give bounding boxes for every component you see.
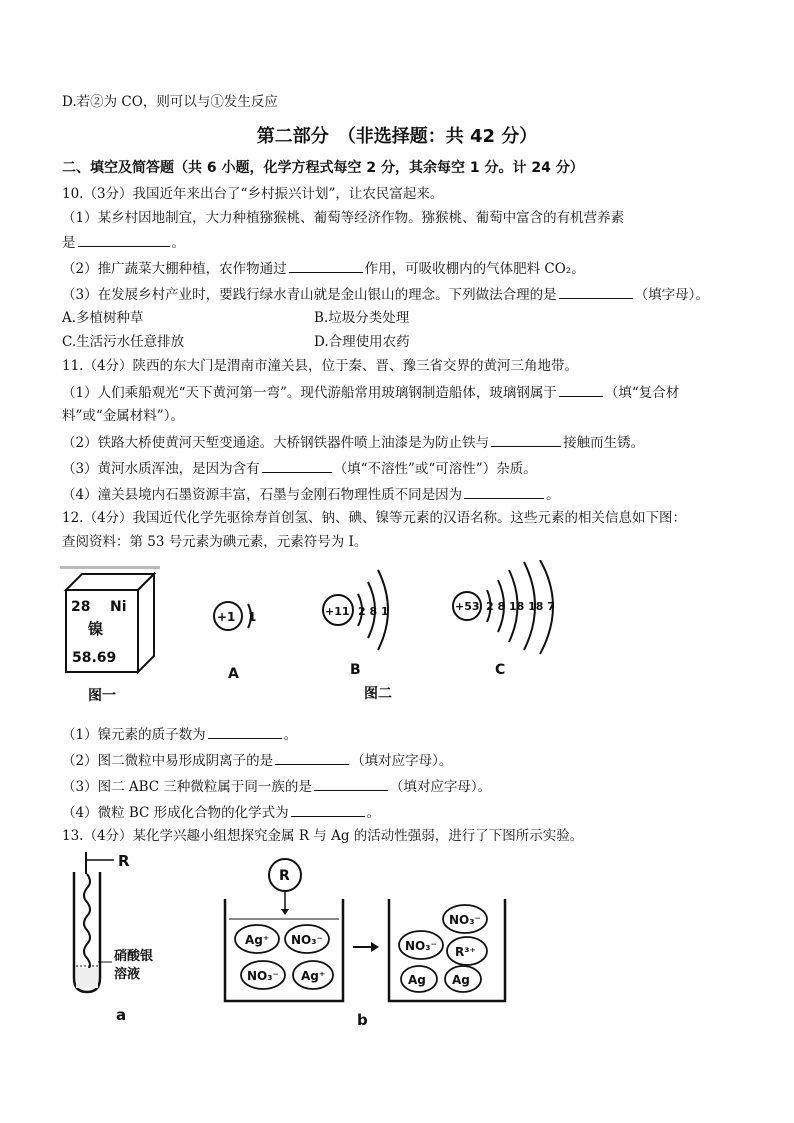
q12-part2-post: （填对应字母）。 xyxy=(351,753,453,769)
q11-part1-line2: 料”或“金属材料”）。 xyxy=(62,408,184,424)
metal-coil xyxy=(84,874,90,970)
q10-part3-post: （填字母）。 xyxy=(634,287,709,303)
q10-part1-line2 xyxy=(62,232,185,253)
element-atomic-number: 28 xyxy=(71,599,91,615)
q12-blank-2[interactable] xyxy=(275,750,349,765)
q10-blank-3[interactable] xyxy=(559,284,633,299)
atom-c-electrons: 2 8 18 18 7 xyxy=(486,600,555,613)
atom-a-label: A xyxy=(228,666,239,682)
part-title: 第二部分 （非选择题：共 42 分） xyxy=(256,126,538,147)
q12-part4-pre: （4）微粒 BC 形成化合物的化学式为 xyxy=(62,805,289,821)
q13-stem: 13.（4分）某化学兴趣小组想探究金属 R 与 Ag 的活动性强弱，进行了下图所示实验。 xyxy=(62,828,584,844)
q12-blank-4[interactable] xyxy=(291,802,365,817)
metal-r-label: R xyxy=(118,852,130,870)
element-name: 镍 xyxy=(88,620,104,638)
q11-part4-post: 。 xyxy=(546,487,560,503)
q12-part4-post: 。 xyxy=(366,805,381,821)
q12-part4 xyxy=(62,802,380,823)
q12-part1-post: 。 xyxy=(283,727,298,743)
q11-part2-pre: （2）铁路大桥使黄河天堑变通途。大桥钢铁器件喷上油漆是为防止铁与 xyxy=(62,435,490,451)
q11-blank-2[interactable] xyxy=(491,432,561,447)
test-tube-figure xyxy=(60,850,180,1030)
q11-blank-4[interactable] xyxy=(464,484,544,499)
ion-no3-4-label: NO₃⁻ xyxy=(405,939,437,953)
q11-part3 xyxy=(62,458,537,479)
q11-part1-pre: （1）人们乘船观光“天下黄河第一弯”。现代游船常用玻璃钢制造船体，玻璃钢属于 xyxy=(62,385,557,401)
tile-side-face xyxy=(138,574,154,672)
q10-part1-line1: （1）某乡村因地制宜，大力种植猕猴桃、葡萄等经济作物。猕猴桃、葡萄中富含的有机营养素 xyxy=(62,210,625,226)
ion-ag-2-label: Ag⁺ xyxy=(301,969,326,983)
ion-no3-1-label: NO₃⁻ xyxy=(291,933,323,947)
q10-options-row1 xyxy=(62,308,410,328)
q10-options-row2 xyxy=(62,332,410,352)
ion-r3-label: R³⁺ xyxy=(455,945,476,959)
figure-a-label: a xyxy=(116,1006,127,1024)
q11-blank-3[interactable] xyxy=(262,458,332,473)
q10-part1-pre: 是 xyxy=(62,235,76,251)
q11-part2-post: 接触而生锈。 xyxy=(563,435,645,451)
element-symbol: Ni xyxy=(110,599,127,615)
drop-arrow-head xyxy=(281,909,289,915)
q10-option-b: B.垃圾分类处理 xyxy=(314,310,410,326)
q12-stem: 12.（4分）我国近代化学先驱徐寿首创氢、钠、碘、镍等元素的汉语名称。这些元素的相关信息如下图： xyxy=(62,510,687,526)
q12-part3-post: （填对应字母）。 xyxy=(389,779,492,795)
atom-a-nucleus-charge: +1 xyxy=(217,610,236,624)
q10-part3-pre: （3）在发展乡村产业时，要践行绿水青山就是金山银山的理念。下列做法合理的是 xyxy=(62,287,557,303)
q10-part2-pre: （2）推广蔬菜大棚种植，农作物通过 xyxy=(62,261,287,277)
silver-atom-2-label: Ag xyxy=(452,973,470,987)
q12-part1-pre: （1）镍元素的质子数为 xyxy=(62,727,206,743)
section-title: 二、填空及简答题（共 6 小题，化学方程式每空 2 分，其余每空 1 分。计 24 分） xyxy=(62,160,584,176)
q11-part4 xyxy=(62,484,560,505)
metal-r-particle-label: R xyxy=(279,868,290,884)
q11-part3-pre: （3）黄河水质浑浊，是因为含有 xyxy=(62,461,260,477)
solution-label-line2: 溶液 xyxy=(114,967,141,982)
q12-part1 xyxy=(62,724,297,745)
solution-label-line1: 硝酸银 xyxy=(114,949,154,964)
element-tile-figure xyxy=(58,566,168,706)
atom-structure-figure xyxy=(190,560,580,710)
q12-part2 xyxy=(62,750,452,771)
q12-part2-pre: （2）图二微粒中易形成阴离子的是 xyxy=(62,753,274,769)
q10-part2 xyxy=(62,258,585,279)
q10-blank-1[interactable] xyxy=(78,232,170,247)
q11-part2 xyxy=(62,432,644,453)
q12-part3 xyxy=(62,776,491,797)
ion-no3-3-label: NO₃⁻ xyxy=(449,913,481,927)
figure-2-label: 图二 xyxy=(364,686,392,702)
atom-c-label: C xyxy=(495,662,506,678)
q10-part3 xyxy=(62,284,709,305)
silver-nitrate-solution xyxy=(76,968,98,988)
atom-b-nucleus-charge: +11 xyxy=(325,605,350,618)
silver-atom-1-label: Ag xyxy=(408,973,426,987)
q10-option-d: D.合理使用农药 xyxy=(314,334,410,350)
atom-b-electrons: 2 8 1 xyxy=(358,605,389,618)
element-mass: 58.69 xyxy=(72,650,117,666)
q11-part3-post: （填“不溶性”或“可溶性”）杂质。 xyxy=(333,461,537,477)
atom-c-nucleus-charge: +53 xyxy=(455,600,480,613)
q11-blank-1[interactable] xyxy=(559,382,603,397)
q12-blank-3[interactable] xyxy=(314,776,388,791)
ion-ag-1-label: Ag⁺ xyxy=(245,933,270,947)
q10-option-a: A.多植树种草 xyxy=(62,310,144,326)
ion-reaction-figure xyxy=(215,855,515,1035)
q12-blank-1[interactable] xyxy=(208,724,282,739)
atom-a-electrons: 1 xyxy=(248,610,257,624)
q11-part1-line1 xyxy=(62,382,679,403)
q11-part1-post: （填“复合材 xyxy=(604,385,680,401)
q12-part3-pre: （3）图二 ABC 三种微粒属于同一族的是 xyxy=(62,779,312,795)
atom-b-label: B xyxy=(350,662,361,678)
q12-note: 查阅资料：第 53 号元素为碘元素，元素符号为 I。 xyxy=(62,534,368,550)
q10-part2-post: 作用，可吸收棚内的气体肥料 CO₂。 xyxy=(364,261,585,277)
reaction-arrow-head xyxy=(371,942,379,952)
q11-part4-pre: （4）潼关县境内石墨资源丰富，石墨与金刚石物理性质不同是因为 xyxy=(62,487,463,503)
scan-noise xyxy=(60,566,160,569)
q10-part1-post: 。 xyxy=(171,235,185,251)
previous-option-d: D.若②为 CO，则可以与①发生反应 xyxy=(62,94,278,110)
q10-stem: 10.（3分）我国近年来出台了“乡村振兴计划”，让农民富起来。 xyxy=(62,186,444,202)
q10-option-c: C.生活污水任意排放 xyxy=(62,334,185,350)
ion-no3-2-label: NO₃⁻ xyxy=(247,969,279,983)
figure-1-label: 图一 xyxy=(88,688,116,704)
q10-blank-2[interactable] xyxy=(289,258,363,273)
q11-stem: 11.（4分）陕西的东大门是渭南市潼关县，位于秦、晋、豫三省交界的黄河三角地带。 xyxy=(62,358,579,374)
figure-b-label: b xyxy=(357,1011,368,1029)
